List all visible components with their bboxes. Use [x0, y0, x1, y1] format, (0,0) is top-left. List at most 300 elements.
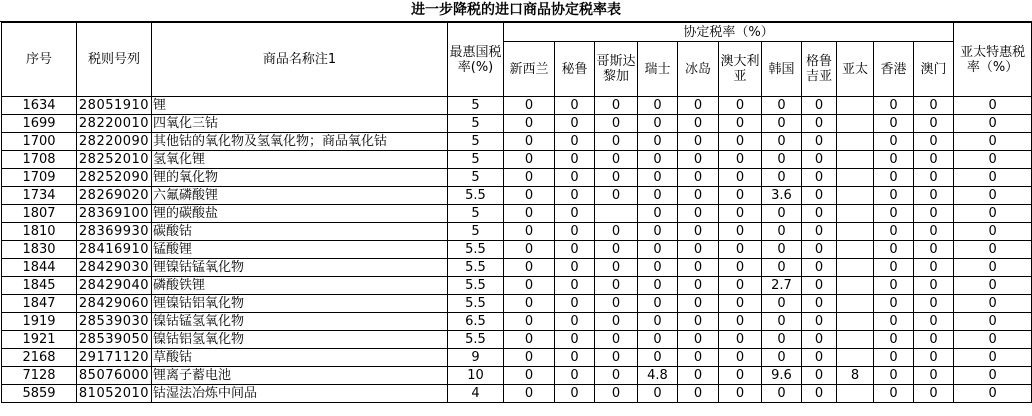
cell-rate: 0: [762, 331, 802, 349]
cell-mfn: 4: [448, 385, 504, 403]
cell-rate: 0: [719, 313, 762, 331]
cell-rate: 0: [595, 313, 638, 331]
cell-code: 28051910: [77, 97, 152, 115]
cell-mfn: 6.5: [448, 313, 504, 331]
cell-seq: 5859: [2, 385, 77, 403]
cell-apta: 0: [954, 367, 1032, 385]
cell-code: 28369100: [77, 205, 152, 223]
cell-mfn: 5.5: [448, 331, 504, 349]
cell-rate: 0: [719, 385, 762, 403]
cell-rate: 0: [802, 331, 837, 349]
cell-rate: 0: [504, 259, 555, 277]
cell-apta: 0: [954, 151, 1032, 169]
cell-rate: 0: [914, 385, 954, 403]
cell-rate: 0: [802, 205, 837, 223]
cell-rate: 0: [678, 259, 719, 277]
cell-rate: 0: [762, 259, 802, 277]
cell-rate: 0: [555, 313, 595, 331]
cell-rate: 0: [762, 349, 802, 367]
cell-code: 28416910: [77, 241, 152, 259]
cell-mfn: 5.5: [448, 259, 504, 277]
cell-rate: 0: [555, 331, 595, 349]
table-row: [2, 133, 1032, 151]
cell-rate: 0: [678, 331, 719, 349]
cell-rate: 0: [678, 349, 719, 367]
cell-rate: 0: [874, 187, 914, 205]
cell-rate: 0: [504, 295, 555, 313]
cell-seq: 1734: [2, 187, 77, 205]
cell-apta: 0: [954, 259, 1032, 277]
cell-rate: 0: [762, 151, 802, 169]
cell-rate: 0: [802, 133, 837, 151]
cell-rate: 0: [504, 367, 555, 385]
cell-rate: 0: [914, 223, 954, 241]
cell-rate: 0: [638, 313, 678, 331]
cell-seq: 1830: [2, 241, 77, 259]
cell-rate: 0: [555, 187, 595, 205]
cell-rate: 0: [802, 223, 837, 241]
header-country: 格鲁吉亚: [802, 42, 837, 97]
cell-rate: 0: [678, 241, 719, 259]
cell-mfn: 5.5: [448, 241, 504, 259]
cell-rate: 0: [595, 385, 638, 403]
cell-rate: 0: [719, 169, 762, 187]
cell-rate: 0: [914, 349, 954, 367]
cell-seq: 1845: [2, 277, 77, 295]
cell-rate: 8: [837, 367, 874, 385]
header-country: 亚太: [837, 42, 874, 97]
cell-rate: 0: [914, 151, 954, 169]
cell-rate: [837, 259, 874, 277]
cell-rate: 0: [555, 241, 595, 259]
cell-rate: 0: [874, 151, 914, 169]
table-row: [2, 331, 1032, 349]
cell-rate: 0: [504, 115, 555, 133]
cell-name: 锂的氧化物: [152, 169, 448, 187]
cell-rate: [837, 151, 874, 169]
cell-rate: 0: [914, 205, 954, 223]
table-row: [2, 367, 1032, 385]
cell-rate: 0: [914, 367, 954, 385]
cell-rate: 0: [762, 313, 802, 331]
header-country: 新西兰: [504, 42, 555, 97]
cell-code: 28252090: [77, 169, 152, 187]
cell-code: 28269020: [77, 187, 152, 205]
cell-rate: 2.7: [762, 277, 802, 295]
cell-rate: 0: [638, 223, 678, 241]
header-apta: 亚太特惠税率（%）: [954, 23, 1032, 97]
cell-rate: 0: [638, 385, 678, 403]
cell-rate: 0: [914, 97, 954, 115]
cell-rate: 0: [555, 385, 595, 403]
cell-mfn: 5: [448, 115, 504, 133]
cell-rate: 0: [802, 187, 837, 205]
cell-rate: 0: [595, 133, 638, 151]
cell-rate: 0: [762, 133, 802, 151]
table-row: [2, 205, 1032, 223]
cell-rate: 0: [914, 295, 954, 313]
cell-rate: 0: [595, 241, 638, 259]
cell-apta: 0: [954, 349, 1032, 367]
cell-rate: 0: [638, 97, 678, 115]
cell-name: 四氧化三钴: [152, 115, 448, 133]
header-mfn: 最惠国税率(%): [448, 23, 504, 97]
cell-rate: 0: [678, 313, 719, 331]
cell-apta: 0: [954, 97, 1032, 115]
table-row: [2, 223, 1032, 241]
cell-rate: 0: [874, 97, 914, 115]
cell-name: 锂离子蓄电池: [152, 367, 448, 385]
cell-apta: 0: [954, 277, 1032, 295]
cell-mfn: 5.5: [448, 295, 504, 313]
cell-rate: 0: [504, 223, 555, 241]
cell-name: 氢氧化锂: [152, 151, 448, 169]
cell-name: 锂: [152, 97, 448, 115]
cell-rate: 0: [638, 277, 678, 295]
header-country: 澳大利亚: [719, 42, 762, 97]
cell-rate: 0: [762, 223, 802, 241]
cell-rate: 0: [638, 241, 678, 259]
cell-rate: 0: [719, 349, 762, 367]
cell-name: 其他钴的氧化物及氢氧化物；商品氧化钴: [152, 133, 448, 151]
cell-apta: 0: [954, 385, 1032, 403]
cell-rate: 0: [719, 97, 762, 115]
cell-rate: 0: [874, 277, 914, 295]
cell-apta: 0: [954, 313, 1032, 331]
cell-rate: 0: [762, 205, 802, 223]
cell-rate: 0: [555, 133, 595, 151]
cell-rate: 0: [638, 295, 678, 313]
tariff-table: [1, 22, 1032, 403]
header-country: 冰岛: [678, 42, 719, 97]
cell-rate: 0: [638, 349, 678, 367]
cell-rate: 0: [719, 367, 762, 385]
header-country: 香港: [874, 42, 914, 97]
cell-name: 锂的碳酸盐: [152, 205, 448, 223]
table-header: [2, 23, 1032, 97]
cell-apta: 0: [954, 115, 1032, 133]
cell-code: 85076000: [77, 367, 152, 385]
cell-rate: 0: [874, 169, 914, 187]
cell-code: 28429030: [77, 259, 152, 277]
cell-rate: [837, 205, 874, 223]
cell-rate: [837, 97, 874, 115]
cell-name: 镍钴锰氢氧化物: [152, 313, 448, 331]
header-name: 商品名称注1: [152, 23, 448, 97]
cell-rate: 0: [802, 169, 837, 187]
cell-rate: 0: [678, 295, 719, 313]
cell-rate: 0: [504, 205, 555, 223]
cell-rate: 0: [914, 331, 954, 349]
cell-rate: 0: [595, 169, 638, 187]
cell-apta: 0: [954, 223, 1032, 241]
cell-seq: 1709: [2, 169, 77, 187]
cell-apta: 0: [954, 187, 1032, 205]
cell-rate: 0: [719, 277, 762, 295]
cell-rate: 0: [802, 367, 837, 385]
cell-name: 镍钴铝氢氧化物: [152, 331, 448, 349]
cell-rate: [837, 133, 874, 151]
cell-code: 28539030: [77, 313, 152, 331]
cell-rate: 0: [678, 385, 719, 403]
cell-rate: 0: [595, 223, 638, 241]
cell-rate: 0: [555, 295, 595, 313]
cell-rate: 0: [874, 133, 914, 151]
cell-rate: 0: [802, 97, 837, 115]
table-row: [2, 295, 1032, 313]
header-country: 瑞士: [638, 42, 678, 97]
cell-name: 磷酸铁锂: [152, 277, 448, 295]
cell-code: 28252010: [77, 151, 152, 169]
cell-rate: 0: [638, 115, 678, 133]
cell-mfn: 5: [448, 205, 504, 223]
cell-mfn: 5: [448, 151, 504, 169]
cell-rate: 0: [555, 115, 595, 133]
cell-rate: 9.6: [762, 367, 802, 385]
table-row: [2, 313, 1032, 331]
cell-code: 29171120: [77, 349, 152, 367]
cell-mfn: 5: [448, 133, 504, 151]
cell-rate: 0: [678, 367, 719, 385]
cell-name: 草酸钴: [152, 349, 448, 367]
sheet-title: 进一步降税的进口商品协定税率表: [0, 0, 1032, 22]
cell-rate: 0: [874, 331, 914, 349]
cell-rate: 0: [555, 169, 595, 187]
cell-rate: 0: [595, 331, 638, 349]
cell-rate: 0: [719, 259, 762, 277]
cell-rate: 0: [555, 205, 595, 223]
cell-rate: 0: [678, 133, 719, 151]
cell-rate: [837, 169, 874, 187]
cell-name: 锂镍钴铝氧化物: [152, 295, 448, 313]
cell-rate: 0: [504, 385, 555, 403]
cell-seq: 1634: [2, 97, 77, 115]
cell-seq: 1919: [2, 313, 77, 331]
cell-mfn: 5.5: [448, 187, 504, 205]
cell-rate: 0: [595, 349, 638, 367]
cell-rate: 0: [874, 223, 914, 241]
cell-rate: 0: [802, 313, 837, 331]
cell-name: 锰酸锂: [152, 241, 448, 259]
table-row: [2, 385, 1032, 403]
cell-apta: 0: [954, 133, 1032, 151]
cell-rate: 0: [762, 115, 802, 133]
cell-rate: 0: [914, 259, 954, 277]
cell-seq: 1921: [2, 331, 77, 349]
cell-rate: 0: [719, 151, 762, 169]
cell-rate: 0: [874, 241, 914, 259]
cell-rate: 0: [638, 259, 678, 277]
cell-rate: 0: [719, 295, 762, 313]
cell-rate: [837, 295, 874, 313]
cell-apta: 0: [954, 205, 1032, 223]
cell-rate: 0: [678, 205, 719, 223]
cell-code: 28429040: [77, 277, 152, 295]
cell-rate: 4.8: [638, 367, 678, 385]
cell-rate: 0: [504, 313, 555, 331]
cell-rate: 0: [762, 385, 802, 403]
cell-rate: 0: [504, 151, 555, 169]
cell-rate: [837, 223, 874, 241]
cell-rate: 0: [638, 169, 678, 187]
cell-rate: 0: [638, 331, 678, 349]
table-row: [2, 277, 1032, 295]
cell-mfn: 5: [448, 169, 504, 187]
cell-rate: 0: [678, 187, 719, 205]
cell-rate: 0: [719, 241, 762, 259]
cell-rate: 0: [874, 367, 914, 385]
cell-rate: 0: [762, 97, 802, 115]
cell-rate: 0: [504, 169, 555, 187]
cell-rate: 0: [504, 349, 555, 367]
cell-apta: 0: [954, 295, 1032, 313]
cell-rate: [837, 115, 874, 133]
header-code: 税则号列: [77, 23, 152, 97]
cell-seq: 1708: [2, 151, 77, 169]
cell-seq: 1700: [2, 133, 77, 151]
cell-rate: 0: [504, 187, 555, 205]
cell-seq: 2168: [2, 349, 77, 367]
cell-rate: 0: [678, 151, 719, 169]
cell-rate: 0: [504, 277, 555, 295]
cell-rate: 0: [555, 367, 595, 385]
cell-rate: 0: [762, 169, 802, 187]
header-country: 韩国: [762, 42, 802, 97]
cell-rate: 0: [802, 277, 837, 295]
header-agreement-group: 协定税率（%）: [504, 23, 954, 42]
cell-rate: 0: [555, 277, 595, 295]
cell-rate: 0: [802, 259, 837, 277]
cell-rate: 0: [914, 115, 954, 133]
cell-rate: 0: [914, 187, 954, 205]
cell-name: 锂镍钴锰氧化物: [152, 259, 448, 277]
cell-rate: [837, 385, 874, 403]
cell-rate: 0: [555, 259, 595, 277]
cell-rate: 0: [638, 187, 678, 205]
cell-rate: 0: [504, 331, 555, 349]
cell-rate: 0: [874, 349, 914, 367]
cell-rate: 0: [719, 133, 762, 151]
cell-seq: 1699: [2, 115, 77, 133]
cell-rate: 0: [874, 259, 914, 277]
table-row: [2, 115, 1032, 133]
cell-code: 28220010: [77, 115, 152, 133]
table-row: [2, 259, 1032, 277]
cell-rate: [837, 349, 874, 367]
cell-rate: [595, 205, 638, 223]
cell-rate: 0: [595, 97, 638, 115]
cell-seq: 1807: [2, 205, 77, 223]
cell-rate: 0: [874, 115, 914, 133]
cell-rate: 0: [638, 151, 678, 169]
cell-code: 81052010: [77, 385, 152, 403]
table-row: [2, 151, 1032, 169]
cell-rate: 0: [874, 295, 914, 313]
cell-rate: 0: [802, 151, 837, 169]
cell-rate: 0: [874, 313, 914, 331]
cell-seq: 1847: [2, 295, 77, 313]
cell-rate: 0: [555, 151, 595, 169]
cell-rate: 0: [914, 241, 954, 259]
cell-rate: 0: [595, 115, 638, 133]
header-country: 澳门: [914, 42, 954, 97]
cell-seq: 1844: [2, 259, 77, 277]
cell-rate: 0: [802, 241, 837, 259]
cell-rate: 0: [719, 223, 762, 241]
cell-seq: 1810: [2, 223, 77, 241]
cell-rate: 0: [595, 367, 638, 385]
cell-rate: 0: [595, 295, 638, 313]
cell-rate: 0: [914, 133, 954, 151]
table-row: [2, 169, 1032, 187]
table-body: [2, 97, 1032, 403]
cell-rate: 0: [719, 187, 762, 205]
cell-rate: [837, 313, 874, 331]
cell-rate: 0: [595, 187, 638, 205]
cell-rate: 0: [802, 115, 837, 133]
cell-rate: [837, 277, 874, 295]
cell-rate: 0: [874, 385, 914, 403]
cell-rate: 0: [678, 97, 719, 115]
cell-rate: 0: [555, 97, 595, 115]
cell-name: 碳酸钴: [152, 223, 448, 241]
cell-rate: 0: [719, 331, 762, 349]
cell-mfn: 5.5: [448, 277, 504, 295]
cell-rate: 0: [914, 169, 954, 187]
cell-name: 钴湿法冶炼中间品: [152, 385, 448, 403]
header-seq: 序号: [2, 23, 77, 97]
cell-rate: 0: [678, 169, 719, 187]
cell-rate: [837, 187, 874, 205]
cell-rate: 0: [595, 277, 638, 295]
cell-rate: 0: [504, 241, 555, 259]
cell-rate: 0: [678, 277, 719, 295]
cell-rate: [837, 331, 874, 349]
cell-rate: 0: [719, 205, 762, 223]
cell-code: 28429060: [77, 295, 152, 313]
cell-apta: 0: [954, 169, 1032, 187]
cell-apta: 0: [954, 241, 1032, 259]
cell-seq: 7128: [2, 367, 77, 385]
cell-rate: 0: [762, 295, 802, 313]
header-country: 秘鲁: [555, 42, 595, 97]
cell-apta: 0: [954, 331, 1032, 349]
cell-rate: 0: [678, 223, 719, 241]
cell-rate: 0: [504, 133, 555, 151]
cell-code: 28539050: [77, 331, 152, 349]
cell-rate: 0: [762, 241, 802, 259]
cell-code: 28220090: [77, 133, 152, 151]
cell-rate: 0: [504, 97, 555, 115]
cell-mfn: 5: [448, 97, 504, 115]
cell-mfn: 9: [448, 349, 504, 367]
cell-rate: 0: [638, 205, 678, 223]
cell-rate: 0: [555, 349, 595, 367]
header-country: 哥斯达黎加: [595, 42, 638, 97]
cell-rate: 3.6: [762, 187, 802, 205]
cell-mfn: 5: [448, 223, 504, 241]
cell-rate: 0: [802, 385, 837, 403]
cell-rate: 0: [678, 115, 719, 133]
cell-rate: 0: [595, 151, 638, 169]
cell-rate: 0: [914, 277, 954, 295]
cell-rate: 0: [914, 313, 954, 331]
table-row: [2, 349, 1032, 367]
table-row: [2, 97, 1032, 115]
cell-rate: 0: [638, 133, 678, 151]
cell-rate: 0: [802, 295, 837, 313]
table-row: [2, 187, 1032, 205]
